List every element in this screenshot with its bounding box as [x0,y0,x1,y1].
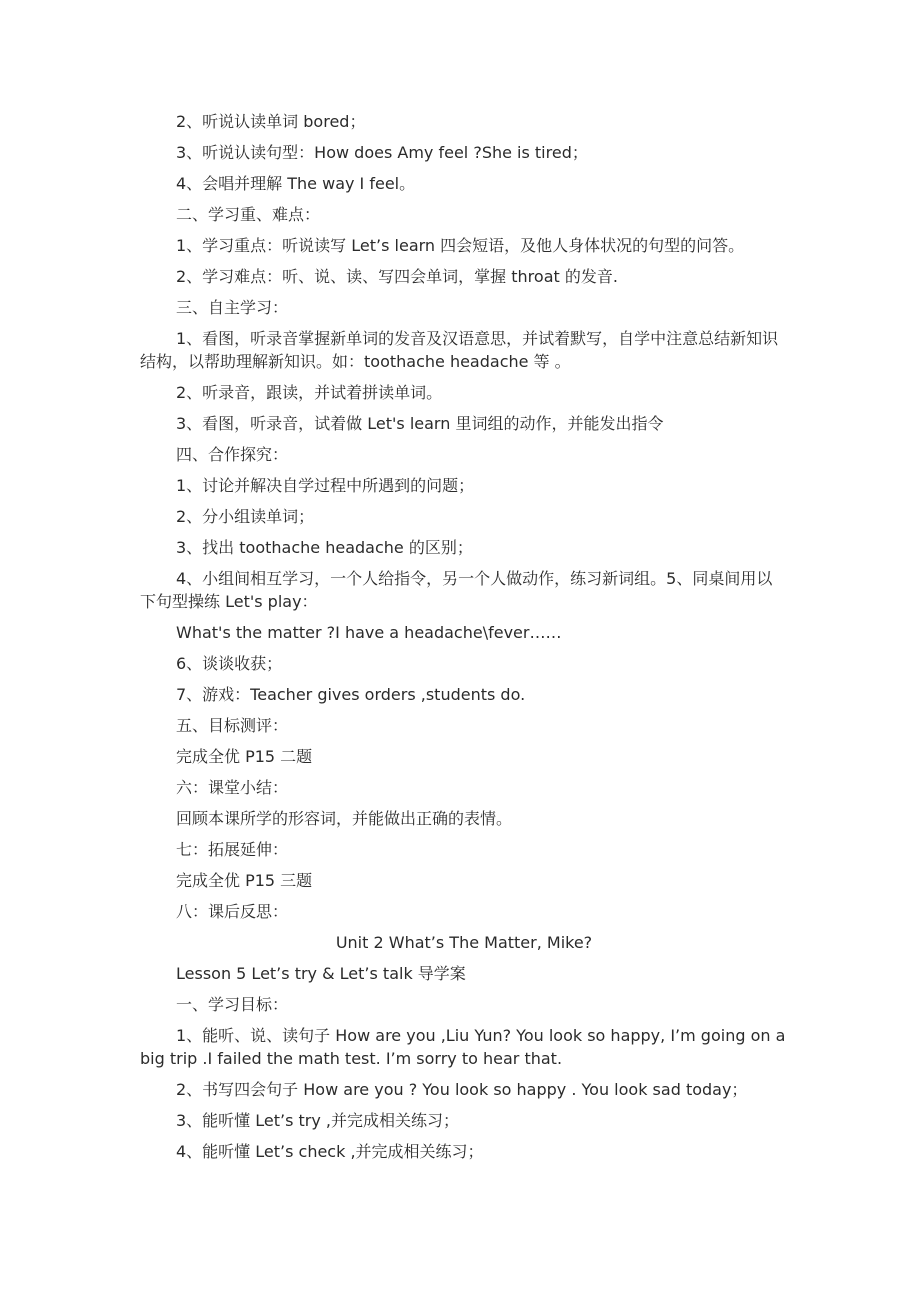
section-heading: 六：课堂小结： [176,778,289,797]
paragraph: 1、看图，听录音掌握新单词的发音及汉语意思，并试着默写，自学中注意总结新知识结构，以帮助理解新知识。如：toothache headache 等 。 [140,329,779,371]
paragraph: What's the matter ?I have a headache\fever…… [176,623,562,642]
paragraph: 7、游戏：Teacher gives orders ,students do. [176,685,526,704]
section-heading: 三、自主学习： [176,298,289,317]
paragraph: 2、分小组读单词； [176,507,315,526]
paragraph: 4、小组间相互学习，一个人给指令，另一个人做动作，练习新词组。5、同桌间用以下句型操练 Let's play： [140,569,773,611]
unit-title: Unit 2 What’s The Matter, Mike? [335,933,593,952]
paragraph: 3、看图，听录音，试着做 Let's learn 里词组的动作，并能发出指令 [176,414,664,433]
section-heading: 七：拓展延伸： [176,840,289,859]
paragraph: 完成全优 P15 二题 [176,747,313,766]
paragraph: 2、听录音，跟读，并试着拼读单词。 [176,383,443,402]
section-heading: 一、学习目标： [176,995,289,1014]
paragraph: 完成全优 P15 三题 [176,871,313,890]
lesson-title: Lesson 5 Let’s try & Let’s talk 导学案 [176,964,466,983]
paragraph: 回顾本课所学的形容词，并能做出正确的表情。 [176,809,513,828]
paragraph: 4、能听懂 Let’s check ,并完成相关练习； [176,1142,484,1161]
paragraph: 1、能听、说、读句子 How are you ,Liu Yun? You look so happy, I’m going on a big trip .I failed the math test. I’m sorry to hear that. [140,1026,786,1068]
paragraph: 2、书写四会句子 How are you ? You look so happy . You look sad today； [176,1080,748,1099]
paragraph: 3、找出 toothache headache 的区别； [176,538,473,557]
paragraph: 6、谈谈收获； [176,654,283,673]
paragraph: 3、能听懂 Let’s try ,并完成相关练习； [176,1111,460,1130]
paragraph: 2、学习难点：听、说、读、写四会单词，掌握 throat 的发音. [176,267,618,286]
section-heading: 五、目标测评： [176,716,289,735]
document-body [140,110,788,1171]
paragraph: 4、会唱并理解 The way I feel。 [176,174,416,193]
section-heading: 四、合作探究： [176,445,289,464]
paragraph: 1、讨论并解决自学过程中所遇到的问题； [176,476,475,495]
section-heading: 二、学习重、难点： [176,205,321,224]
section-heading: 八：课后反思： [176,902,289,921]
paragraph: 3、听说认读句型：How does Amy feel ?She is tired； [176,143,588,162]
paragraph: 1、学习重点：听说读写 Let’s learn 四会短语，及他人身体状况的句型的问答。 [176,236,745,255]
paragraph: 2、听说认读单词 bored； [176,112,366,131]
